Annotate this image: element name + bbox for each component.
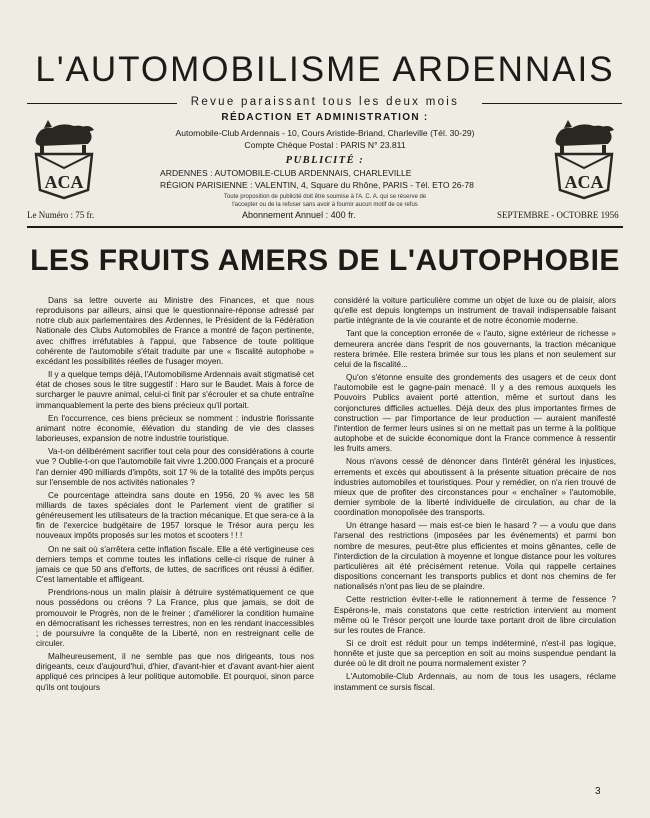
article-paragraph: Va-t-on délibérément sacrifier tout cela pour des considérations à courte vue ? Oublie-t-on que l'automobile fait vivre 1.200.000 Français et a procuré l'an dernier 490 milliards d'impôts, soit 17 % de la totalité des impôts perçus sur l'ensemble de nos activités nationales ? [36,447,314,487]
publicite-heading: PUBLICITÉ : [285,155,365,166]
article-paragraph: On ne sait où s'arrêtera cette inflation fiscale. Elle a été vertigineuse ces derniers temps et comme toutes les inflations celle-ci risque de ruiner à jamais ce que 50 ans d'efforts, de luttes, de sacrifices ont réussi à édifier. C'est lamentable et affligeant. [36,544,314,585]
admin-heading: RÉDACTION ET ADMINISTRATION : [221,112,429,123]
masthead-subtitle: Revue paraissant tous les deux mois [190,96,460,108]
admin-address: Automobile-Club Ardennais - 10, Cours Aristide-Briand, Charleville (Tél. 30-29) [175,128,475,138]
article-paragraph: Si ce droit est réduit pour un temps indéterminé, n'est-il pas logique, honnête et juste que sa perception en soit au moins suspendue pendant la durée où le dit droit ne pourra normalement exister ? [334,639,616,669]
article-paragraph: L'Automobile-Club Ardennais, au nom de tous les usagers, réclame instamment ce sursis fiscal. [334,672,616,692]
logo-left-text: ACA [44,172,84,192]
issue-price: Le Numéro : 75 fr. [27,210,95,220]
article-paragraph: Nous n'avons cessé de dénoncer dans l'intérêt général les injustices, errements et excès qui aboutissent à la présente situation précaire de nos industries automobiles et touristiques. Pour y remédier, on n'a rien trouvé de mieux que de profiter des circonstances pour « enchaîner » l'automobile, dernier symbole de la liberté individuelle de circulation, au char de la coordination monopolisée des transports. [334,457,616,518]
article-paragraph: Qu'on s'étonne ensuite des grondements des usagers et de ceux dont l'automobile est le gagne-pain menacé. Il y a des remous auxquels les Pouvoirs Publics avaient porté attention, même et surtout dans les conjonctures difficiles actuelles. Déjà deux des plus importantes firmes de construction — par l'importance de leur production — auraient manifesté l'intention de fermer leurs usines si on ne mettait pas un terme à la politique autophobe et de suicide économique dont la France commence à ressentir les fruits amers. [334,373,616,454]
advertising-fine-print-2: l'accepter ou de la refuser sans avoir à fournir aucun motif de ce refus [232,202,418,208]
header-divider [27,226,623,228]
advertising-fine-print-1: Toute proposition de publicité doit être soumise à l'A. C. A. qui se réserve de [223,194,427,200]
article-paragraph: Ce pourcentage atteindra sans doute en 1956, 20 % avec les 58 milliards de taxes spéciales dont le Parlement vient de gratifier si généreusement les utilisateurs de la traction mécanique. Et que sera-ce à la fin de l'exercice budgétaire de 1957 lorsque le Trésor aura perçu les nouveaux impôts proposés sur les motos et scooters ! ! ! [36,490,314,541]
article-column-left [36,296,314,696]
publicite-ardennes: ARDENNES : AUTOMOBILE-CLUB ARDENNAIS, CHARLEVILLE [160,168,412,178]
article-paragraph: Il y a quelque temps déjà, l'Automobilisme Ardennais avait stigmatisé cet état de choses sous le titre suggestif : Haro sur le Baudet. Mais à force de surcharger le pauvre animal, celui-ci finit par s'écrouler et sa chute entraîne immanquablement la perte des biens précieux qu'il portait. [36,370,314,410]
issue-date: SEPTEMBRE - OCTOBRE 1956 [497,210,619,220]
article-paragraph: Cette restriction éviter-t-elle le rationnement à terme de l'essence ? Espérons-le, mais constatons que cette restriction intervient au moment même où le Trésor perçoit une lourde taxe portant droit de libre circulation sur les routes de France. [334,595,616,635]
article-paragraph: En l'occurrence, ces biens précieux se nomment : industrie florissante animant notre économie, élévation du standing de vie des classes laborieuses, expansion de notre industrie touristique. [36,413,314,444]
admin-postal-account: Compte Chèque Postal : PARIS N° 23.811 [244,140,406,150]
article-paragraph: Un étrange hasard — mais est-ce bien le hasard ? — a voulu que dans l'arsenal des restrictions (imposées par les événements) et parmi bon nombre de mesures, peut-être plus efficientes et moins gênantes, celle de l'interdiction de la circulation à moyenne et longue distance pour les voitures particulières ait été précisément retenue. Voila qui rappelle certaines dispositions concernant les transports publics et dont nos chemins de fer nationalisés n'ont pas lieu de se plaindre. [334,521,616,592]
article-headline: LES FRUITS AMERS DE L'AUTOPHOBIE [30,244,620,277]
article-column-right [334,296,616,696]
publicite-paris: RÉGION PARISIENNE : VALENTIN, 4, Square du Rhône, PARIS - Tél. ETO 26-78 [160,180,474,190]
subtitle-rule-right [482,103,622,104]
article-paragraph: Dans sa lettre ouverte au Ministre des Finances, et que nous reproduisons par ailleurs, ainsi que le questionnaire-réponse adressé par notre club aux parlementaires des Ardennes, le Président de la Fédération Nationale des Clubs Automobiles de France a montré de façon pertinente, avec chiffres irréfutables à l'appui, que l'absence de toute politique cohérente de l'automobile s'était traduite par une « fiscalité autophobe » excédant les possibilités réelles de l'usager moyen. [36,296,314,366]
article-paragraph: Tant que la conception erronée de « l'auto, signe extérieur de richesse » demeurera ancrée dans l'esprit de nos gouvernants, la traction mécanique restera brimée. Elle restera brimée sur tous les plans et non seulement sur celui de la fiscalité... [334,329,616,369]
logo-right-text: ACA [564,172,604,192]
annual-subscription: Abonnement Annuel : 400 fr. [242,210,356,220]
page-number: 3 [595,786,601,797]
masthead-title: L'AUTOMOBILISME ARDENNAIS [35,50,615,89]
article-paragraph: Prendrions-nous un malin plaisir à détruire systématiquement ce que nous possédons ou créons ? La France, plus que jamais, se doit de promouvoir le Progrès, non de le freiner ; d'améliorer la condition humaine en démocratisant les richesses terrestres, non en les rendant inaccessibles ; de poursuivre la conquête de la Liberté, non en restreignant celle de circuler. [36,588,314,648]
article-paragraph: considéré la voiture particulière comme un objet de luxe ou de plaisir, alors qu'elle est depuis longtemps un instrument de travail indispensable faisant partie intégrante de la vie courante et de notre économie moderne. [334,296,616,326]
article-paragraph: Malheureusement, il ne semble pas que nos dirigeants, tous nos dirigeants, ceux d'aujourd'hui, d'hier, d'avant-hier et d'avant avant-hier aient appliqué ces principes à leur politique automobile. Et pourquoi, sinon parce qu'ils ont toujours [36,652,314,692]
